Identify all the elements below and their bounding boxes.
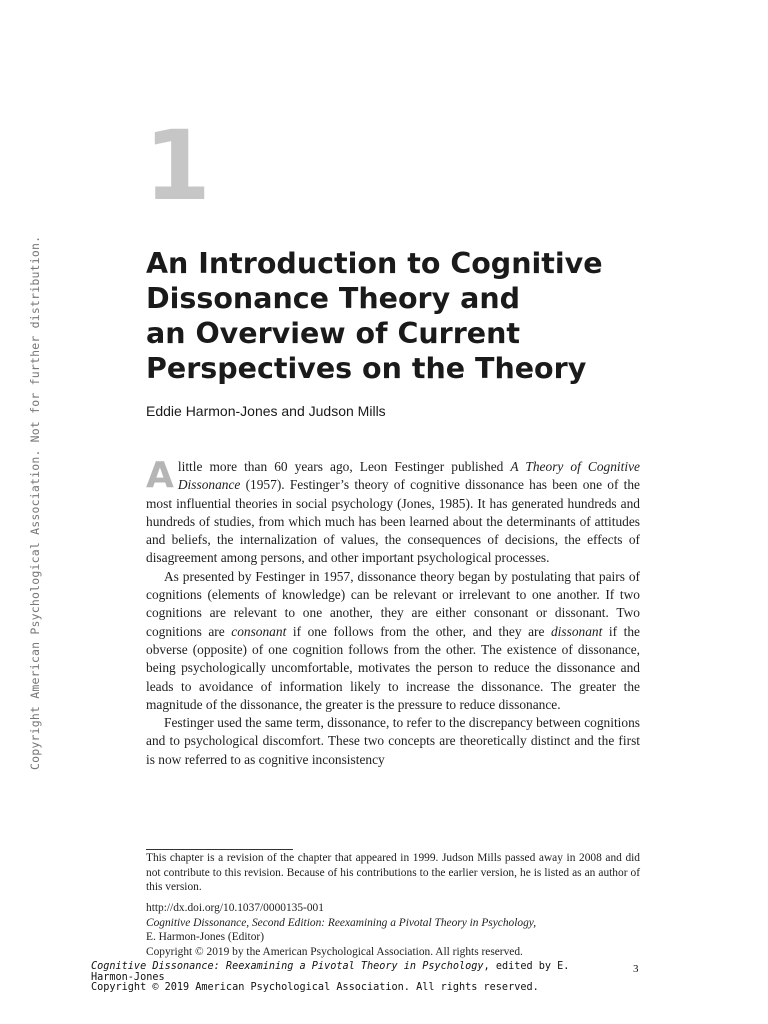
doi-link[interactable]: http://dx.doi.org/10.1037/0000135-001 — [146, 902, 324, 914]
footer-editor: Harmon-Jones — [91, 971, 165, 983]
body-paragraph-2 — [146, 568, 640, 714]
body-paragraph-3: Festinger used the same term, dissonance, to refer to the discrepancy between cognitions and to psychological discomfort. These two concepts are theoretically distinct and the first is now referred to as cognitive inconsistency — [146, 715, 640, 767]
chapter-title — [146, 246, 666, 386]
chapter-title-line: an Overview of Current — [146, 317, 521, 350]
term-dissonant: dissonant — [550, 623, 603, 639]
footer-citation — [91, 962, 651, 973]
paragraph-text: if one follows from the other, and they are — [286, 623, 551, 639]
page-number: 3 — [633, 963, 639, 975]
paragraph-text: if the obverse (opposite) of one cognition follows from the other. The existence of dissonance, being psychologically uncomfortable, motivates the person to reduce the dissonance and leads to avoidance of information likely to increase the dissonance. The greater the magnitude of the dissonance, the greater is the pressure to reduce dissonance. — [146, 623, 640, 712]
footer-copyright: Copyright © 2019 American Psychological Association. All rights reserved. — [91, 982, 539, 994]
footnote-divider — [146, 849, 293, 850]
paragraph-text: As presented by Festinger in 1957, dissonance theory began by postulating that pairs of cognitions (elements of knowledge) can be relevant or irrelevant to one another. If two cognitions are relevant to one another, they are either consonant or dissonant. Two cognitions are — [146, 568, 640, 639]
body-paragraph-1 — [146, 455, 640, 568]
chapter-body — [146, 455, 640, 769]
term-consonant: consonant — [231, 623, 287, 639]
book-title — [146, 916, 640, 931]
chapter-title-line: Perspectives on the Theory — [146, 352, 587, 385]
drop-cap: A — [146, 455, 174, 496]
publication-info — [146, 901, 640, 959]
footnote-text: This chapter is a revision of the chapter that appeared in 1999. Judson Mills passed away in 2008 and did not contribute to this revision. Because of his contributions to the earlier version, he is listed as an author of this version. — [146, 852, 640, 894]
chapter-number: 1 — [144, 110, 211, 222]
copyright-side-note: Copyright American Psychological Association. Not for further distribution. — [28, 235, 42, 770]
chapter-authors: Eddie Harmon-Jones and Judson Mills — [146, 403, 386, 419]
publication-copyright: Copyright © 2019 by the American Psychological Association. All rights reserved. — [146, 945, 523, 958]
book-title-text: Cognitive Dissonance, Second Edition: Reexamining a Pivotal Theory in Psychology, — [146, 916, 537, 929]
chapter-title-line: An Introduction to Cognitive — [146, 247, 603, 280]
chapter-title-line: Dissonance Theory and — [146, 282, 521, 315]
book-editor: E. Harmon-Jones (Editor) — [146, 931, 264, 944]
book-title-italic: A Theory of Cognitive Dissonance — [177, 459, 640, 493]
footer-book-title: Cognitive Dissonance: Reexamining a Pivotal Theory in Psychology — [91, 961, 484, 972]
footer-edited-by: , edited by E. — [483, 961, 570, 972]
paragraph-text: (1957). Festinger’s theory of cognitive dissonance has been one of the most influential theories in social psychology (Jones, 1985). It has generated hundreds and hundreds of studies, from which much has been learned about the determinants of attitudes and beliefs, the internalization of values, the consequences of decisions, the effects of disagreement among persons, and other important psychological processes. — [146, 477, 640, 566]
footnote — [146, 851, 640, 895]
page-footer — [91, 962, 651, 994]
paragraph-text: little more than 60 years ago, Leon Festinger published — [177, 459, 511, 474]
